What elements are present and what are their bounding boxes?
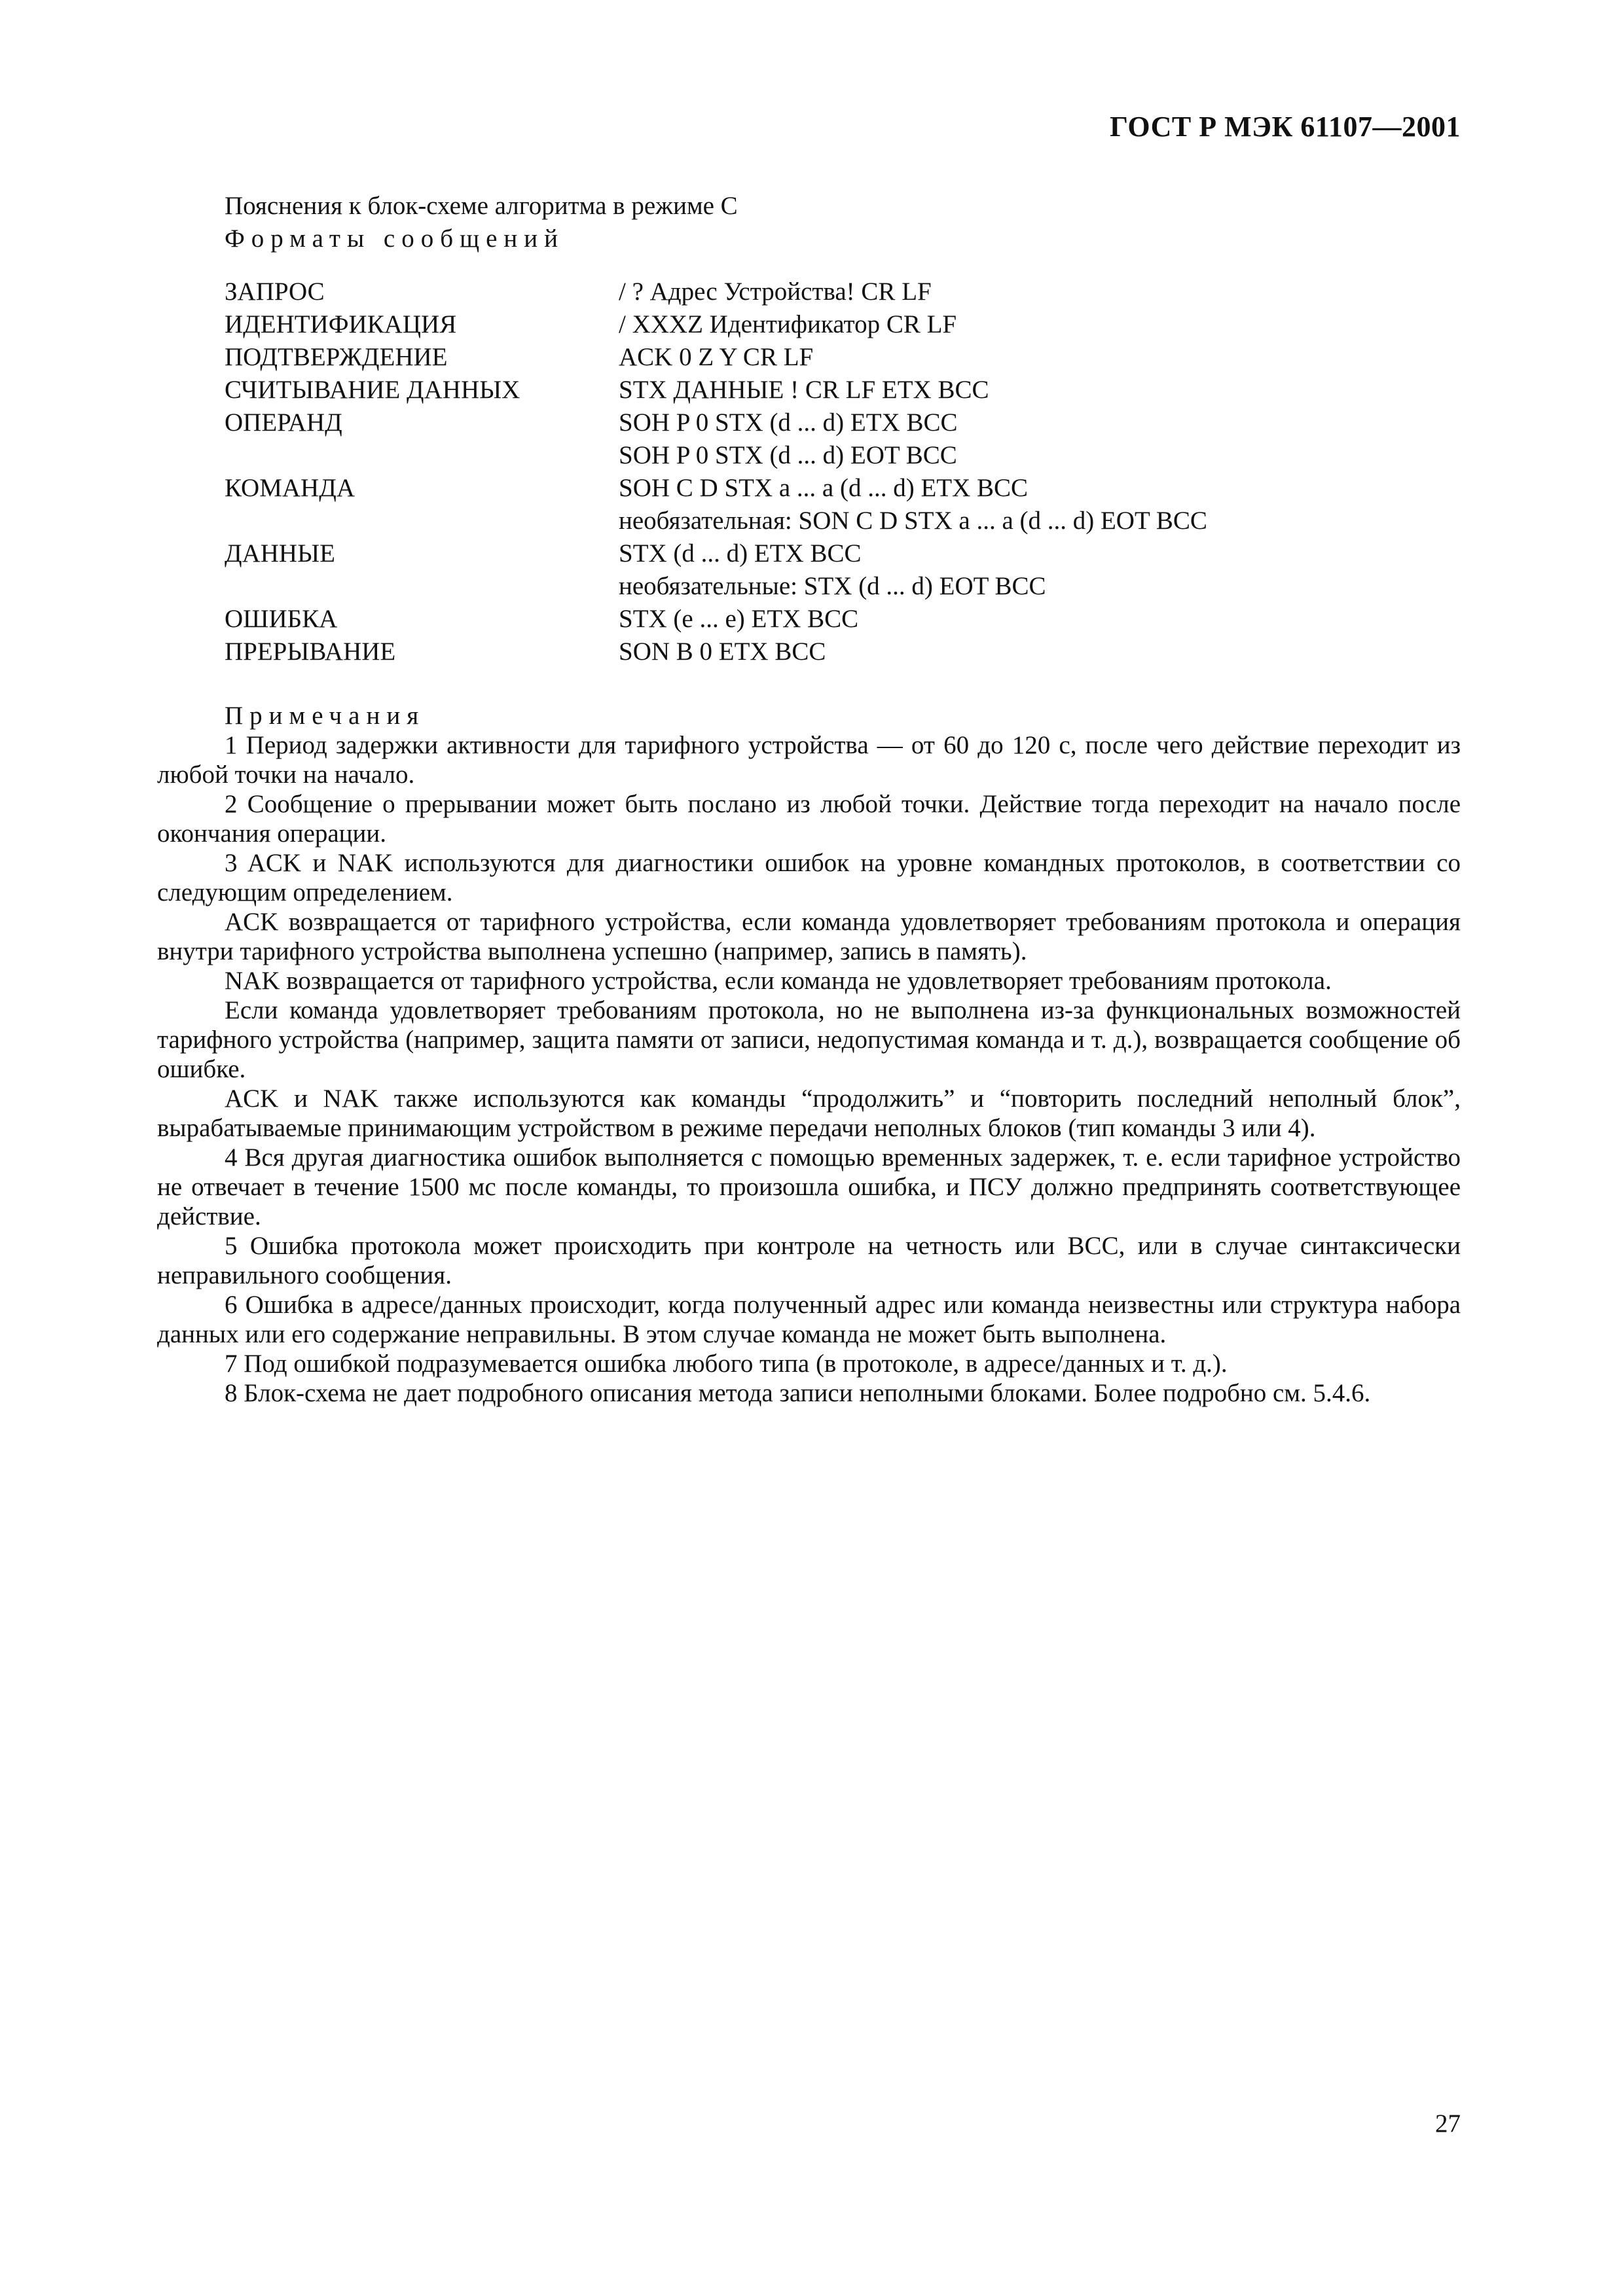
format-row [225,276,1207,308]
format-name: ЗАПРОС [225,278,325,306]
note-paragraph: 1 Период задержки активности для тарифного устройства — от 60 до 120 с, после чего действие переходит из любой точки на начало. [157,731,1461,789]
note-paragraph: 5 Ошибка протокола может происходить при контроле на четность или BCC, или в случае синтаксически неправильного сообщения. [157,1232,1461,1289]
format-row [225,341,1207,374]
format-row [225,570,1207,603]
format-row [225,308,1207,341]
note-paragraph: Если команда удовлетворяет требованиям протокола, но не выполнена из-за функциональных возможностей тарифного устройства (например, защита памяти от записи, недопустимая команда и т. д.), возвращается сообщение об ошибке. [157,996,1461,1083]
format-row [225,406,1207,439]
format-name [225,505,619,537]
format-row [225,472,1207,505]
intro-caption: Пояснения к блок-схеме алгоритма в режиме С [225,192,738,220]
format-name: ОПЕРАНД [225,408,342,437]
format-value: SOH C D STX a ... a (d ... d) ETX BCC [619,474,1029,502]
format-name: ПРЕРЫВАНИЕ [225,637,396,666]
format-value: SON B 0 ETX BCC [619,637,826,666]
note-paragraph: 3 ACK и NAK используются для диагностики ошибок на уровне командных протоколов, в соответствии со следующим определением. [157,849,1461,906]
format-value: STX ДАННЫЕ ! CR LF ETX BCC [619,376,989,404]
format-row [225,603,1207,636]
format-name: КОМАНДА [225,474,355,502]
format-value: ACK 0 Z Y CR LF [619,343,814,371]
format-value: / ? Адрес Устройства! CR LF [619,278,932,306]
note-paragraph: 6 Ошибка в адресе/данных происходит, когда полученный адрес или команда неизвестны или структура набора данных или его содержание неправильны. В этом случае команда не может быть выполнена. [157,1291,1461,1348]
format-value: SOH P 0 STX (d ... d) EOT BCC [619,441,957,469]
document-header: ГОСТ Р МЭК 61107—2001 [1109,111,1461,143]
format-value: необязательные: STX (d ... d) EOT BCC [619,572,1046,600]
format-value: необязательная: SON C D STX a ... a (d ... d) EOT BCC [619,507,1207,535]
notes-section [157,701,1461,1408]
format-name [225,439,619,472]
message-formats-table [225,276,1207,668]
notes-title: Примечания [225,702,426,730]
format-value: STX (d ... d) ETX BCC [619,539,862,567]
note-paragraph: 8 Блок-схема не дает подробного описания метода записи неполными блоками. Более подробно см. 5.4.6. [225,1379,1371,1407]
note-paragraph: ACK и NAK также используются как команды “продолжить” и “повторить последний неполный блок”, вырабатываемые принимающим устройством в режиме передачи неполных блоков (тип команды 3 или 4). [157,1085,1461,1142]
format-name: ПОДТВЕРЖДЕНИЕ [225,343,448,371]
note-paragraph: 4 Вся другая диагностика ошибок выполняется с помощью временных задержек, т. е. если тарифное устройство не отвечает в течение 1500 мс после команды, то произошла ошибка, и ПСУ должно предпринять соответствующее действие. [157,1143,1461,1230]
formats-heading: Форматы сообщений [225,224,565,253]
page-number: 27 [1435,2109,1461,2138]
format-name [225,570,619,603]
format-value: STX (e ... e) ETX BCC [619,605,859,633]
note-paragraph: 2 Сообщение о прерывании может быть послано из любой точки. Действие тогда переходит на начало после окончания операции. [157,790,1461,848]
note-paragraph: 7 Под ошибкой подразумевается ошибка любого типа (в протоколе, в адресе/данных и т. д.). [225,1350,1228,1378]
note-paragraph: NAK возвращается от тарифного устройства, если команда не удовлетворяет требованиям протокола. [225,967,1332,995]
format-name: ДАННЫЕ [225,539,335,567]
format-row [225,439,1207,472]
format-value: SOH P 0 STX (d ... d) ETX BCC [619,408,958,437]
format-row [225,505,1207,537]
note-paragraph: ACK возвращается от тарифного устройства, если команда удовлетворяет требованиям протокола и операция внутри тарифного устройства выполнена успешно (например, запись в память). [157,908,1461,965]
format-row [225,374,1207,406]
format-name: ОШИБКА [225,605,338,633]
intro-section [225,190,738,255]
format-row [225,636,1207,668]
format-value: / XXXZ Идентификатор CR LF [619,310,957,338]
format-name: ИДЕНТИФИКАЦИЯ [225,310,457,338]
format-row [225,537,1207,570]
format-name: СЧИТЫВАНИЕ ДАННЫХ [225,376,520,404]
